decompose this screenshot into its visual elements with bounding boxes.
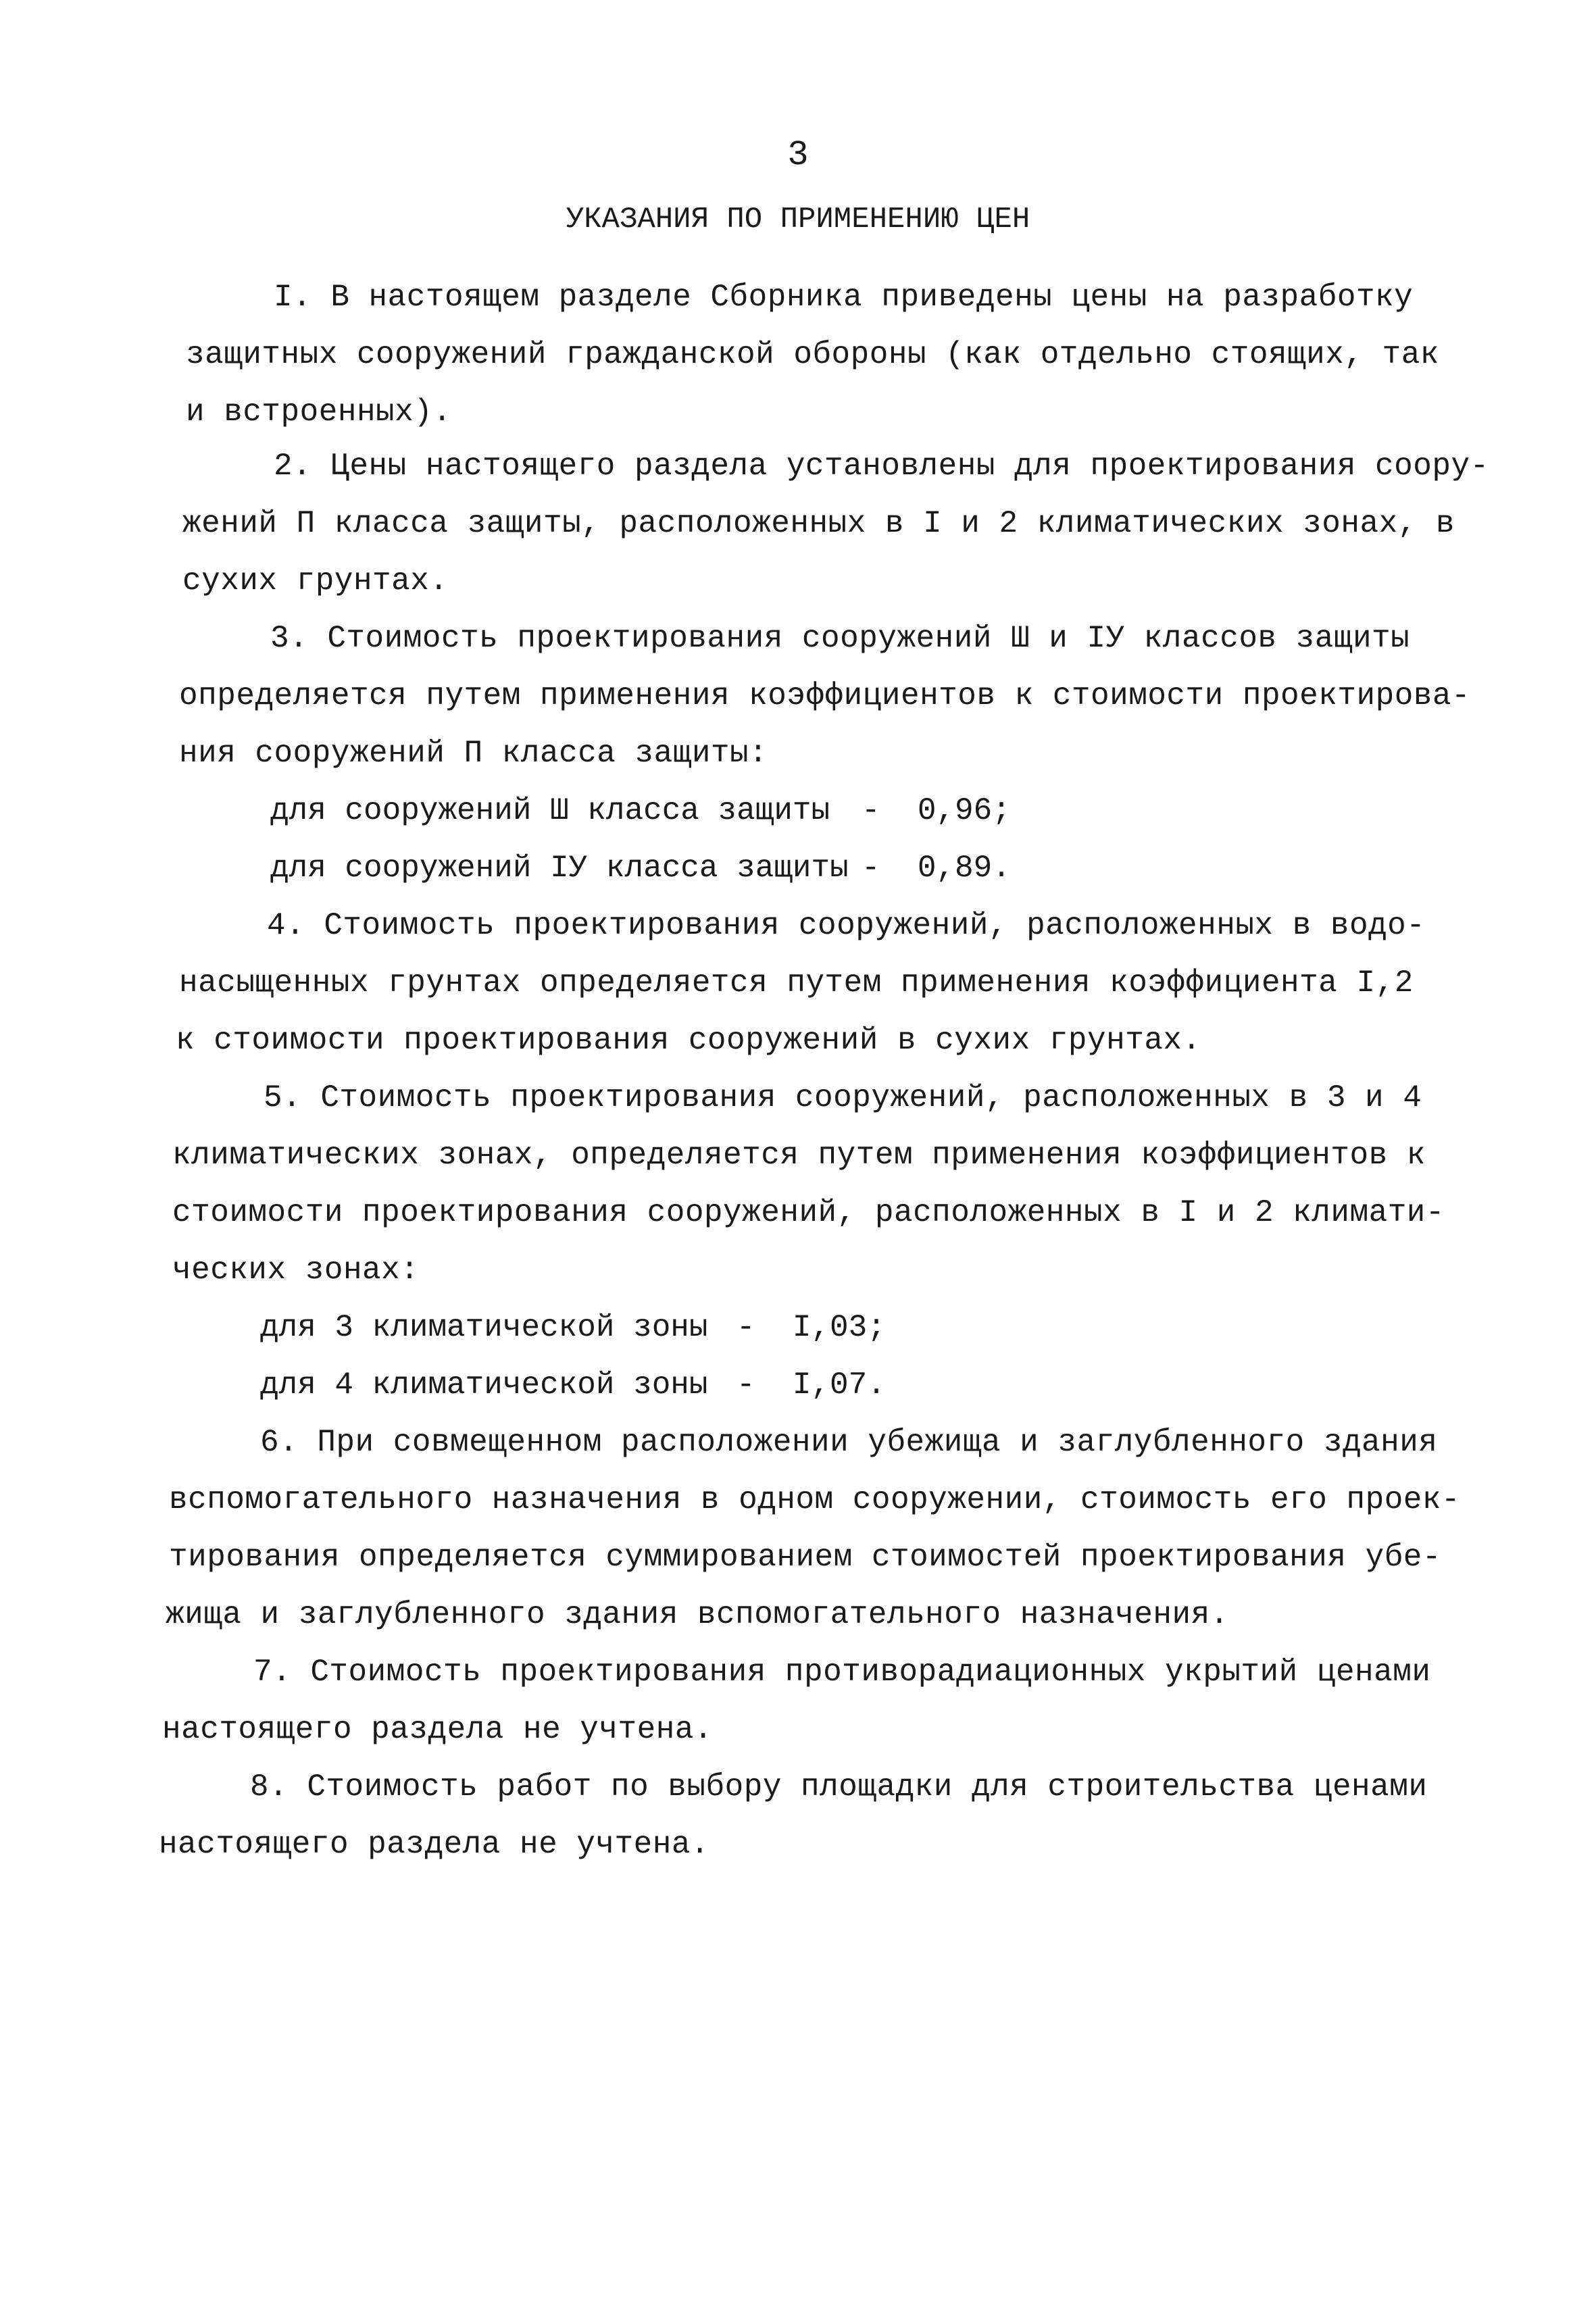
paragraph-5-line-3: стоимости проектирования сооружений, расположенных в I и 2 климати-: [172, 1195, 1445, 1230]
page-number: 3: [787, 135, 809, 175]
paragraph-6-line-3: тирования определяется суммированием стоимостей проектирования убе-: [169, 1540, 1442, 1575]
paragraph-4-line-2: насыщенных грунтах определяется путем применения коэффициента I,2: [179, 965, 1414, 1001]
paragraph-2-line-1: 2. Цены настоящего раздела установлены для проектирования соору-: [274, 449, 1489, 484]
paragraph-2-line-2: жений П класса защиты, расположенных в I и 2 климатических зонах, в: [182, 506, 1455, 541]
paragraph-4-line-3: к стоимости проектирования сооружений в сухих грунтах.: [176, 1023, 1201, 1058]
paragraph-1-line-1: I. В настоящем разделе Сборника приведены цены на разработку: [274, 280, 1414, 315]
paragraph-4-line-1: 4. Стоимость проектирования сооружений, расположенных в водо-: [267, 908, 1426, 943]
paragraph-6-line-2: вспомогательного назначения в одном сооружении, стоимость его проек-: [169, 1482, 1461, 1517]
paragraph-5-line-1: 5. Стоимость проектирования сооружений, расположенных в 3 и 4: [264, 1080, 1422, 1115]
paragraph-5-item-1-value: - I,03;: [737, 1310, 886, 1345]
paragraph-3-item-2-value: - 0,89.: [862, 851, 1011, 886]
paragraph-5-item-1-label: для 3 климатической зоны: [260, 1310, 708, 1345]
paragraph-5-line-4: ческих зонах:: [172, 1253, 420, 1288]
section-title: УКАЗАНИЯ ПО ПРИМЕНЕНИЮ ЦЕН: [566, 203, 1030, 236]
paragraph-3-item-2-label: для сооружений IУ класса защиты: [270, 851, 849, 886]
paragraph-3-item-1-value: - 0,96;: [862, 793, 1011, 828]
paragraph-3-line-3: ния сооружений П класса защиты:: [179, 736, 768, 771]
paragraph-5-item-2-value: - I,07.: [737, 1367, 886, 1403]
paragraph-8-line-1: 8. Стоимость работ по выбору площадки для строительства ценами: [250, 1769, 1428, 1805]
paragraph-1-line-2: защитных сооружений гражданской обороны (как отдельно стоящих, так: [186, 337, 1439, 372]
paragraph-3-line-1: 3. Стоимость проектирования сооружений Ш и IУ классов защиты: [270, 621, 1410, 656]
paragraph-6-line-1: 6. При совмещенном расположении убежища и заглубленного здания: [260, 1425, 1438, 1460]
paragraph-3-line-2: определяется путем применения коэффициентов к стоимости проектирова-: [179, 678, 1471, 713]
paragraph-5-item-2-label: для 4 климатической зоны: [260, 1367, 708, 1403]
paragraph-3-item-1-label: для сооружений Ш класса защиты: [270, 793, 830, 828]
paragraph-6-line-4: жища и заглубленного здания вспомогательного назначения.: [166, 1597, 1229, 1632]
paragraph-7-line-2: настоящего раздела не учтена.: [162, 1712, 714, 1747]
paragraph-7-line-1: 7. Стоимость проектирования противорадиационных укрытий ценами: [253, 1655, 1431, 1690]
paragraph-1-line-3: и встроенных).: [186, 395, 452, 430]
paragraph-8-line-2: настоящего раздела не учтена.: [159, 1827, 710, 1862]
paragraph-5-line-2: климатических зонах, определяется путем применения коэффициентов к: [172, 1138, 1426, 1173]
paragraph-2-line-3: сухих грунтах.: [182, 563, 449, 599]
